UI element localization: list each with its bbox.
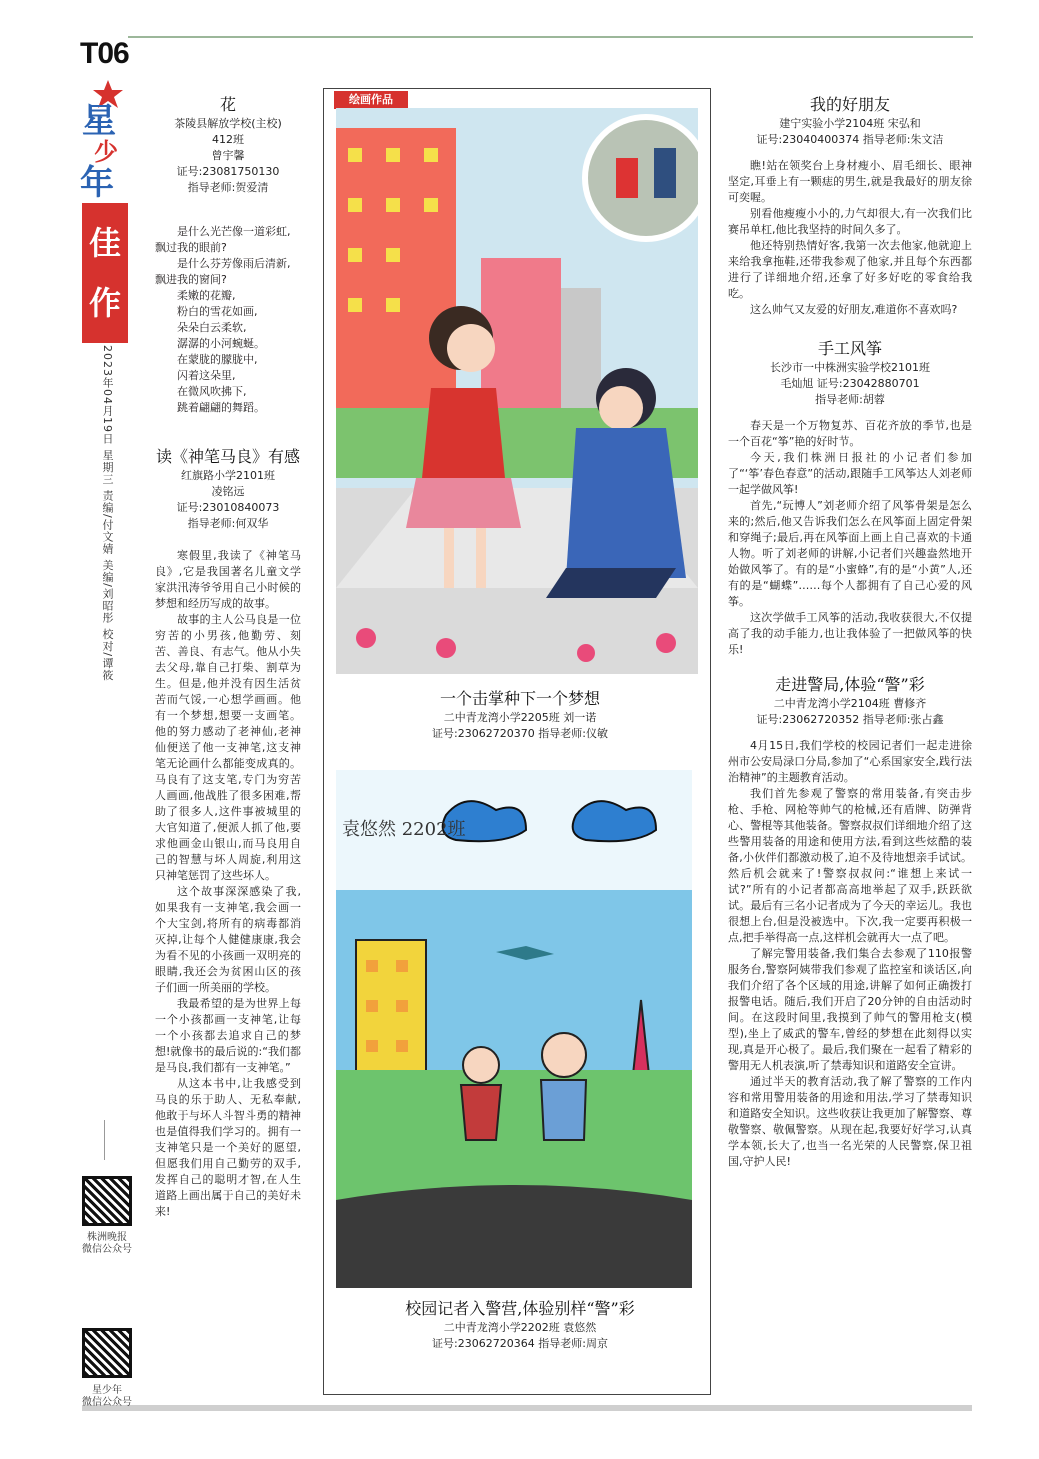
qr-code-xingshaonian [82, 1328, 132, 1378]
svg-text:少: 少 [94, 137, 118, 166]
painting-police-visit [336, 770, 692, 1288]
painting-highfive [336, 108, 698, 674]
left-column [155, 94, 301, 1220]
qr-code-zhuzhou [82, 1176, 132, 1226]
article-meta: 长沙市一中株洲实验学校2101班 毛灿旭 证号:23042880701 指导老师:胡蓉 [770, 361, 930, 406]
brand-logo [78, 80, 130, 200]
article-meta: 茶陵县解放学校(主校) 412班 曾宇馨 证号:23081750130 指导老师:贺爱清 [174, 117, 282, 194]
right-column [728, 94, 972, 1170]
article-title: 读《神笔马良》有感 [155, 447, 300, 466]
article-title: 手工风筝 [817, 339, 882, 358]
issue-info: 2023年04月19日 星期三 责编/付文婧 美编/刘昭彤 校对/谭筱 [101, 345, 114, 682]
article-body: 瞧!站在领奖台上身材瘦小、眉毛细长、眼神坚定,耳垂上有一颗痣的男生,就是我最好的朋友徐可奕喔。 别看他瘦瘦小小的,力气却很大,有一次我们比赛吊单杠,他比我坚持的时间久多了。 他还特别热情好客,我第一次去他家,他就迎上来给我拿拖鞋,还带我参观了他家,并且每个东西都进行了详细地介绍,还拿了好多好吃的零食给我吃。 这么帅气又友爱的好朋友,难道你不喜欢吗? [728, 159, 972, 316]
svg-text:星: 星 [82, 101, 116, 141]
page-number: T06 [80, 37, 129, 70]
paintings-tag: 绘画作品 [334, 91, 408, 109]
painting-signature: 袁悠然 2202班 [342, 819, 466, 840]
divider [104, 1120, 105, 1160]
svg-text:年: 年 [80, 163, 114, 200]
article-meta: 二中青龙湾小学2104班 曹修齐 证号:23062720352 指导老师:张占鑫 [756, 697, 944, 726]
article-body: 寒假里,我读了《神笔马良》,它是我国著名儿童文学家洪汛涛爷爷用自己小时候的梦想和经历写成的故事。 故事的主人公马良是一位穷苦的小男孩,他勤劳、刻苦、善良、有志气。他从小失去父母,靠自己打柴、割草为生。但是,他并没有因生活贫苦而气馁,一心想学画画。他有一个梦想,想要一支画笔。他的努力感动了老神仙,老神仙便送了他一支神笔,这支神笔无论画什么都能变成真的。马良有了这支笔,专门为穷苦人画画,他战胜了很多困难,帮助了很多人,这件事被城里的大官知道了,便派人抓了他,要求他画金山银山,而马良用自己的智慧与坏人周旋,利用这只神笔惩罚了这些坏人。 这个故事深深感染了我,如果我有一支神笔,我会画一个大宝剑,将所有的病毒都消灭掉,让每个人健健康康,我会为看不见的小孩画一双明亮的眼睛,我还会为贫困山区的孩子们画一所美丽的学校。 我最希望的是为世界上每一个小孩都画一支神笔,让每一个小孩都去追求自己的梦想!就像书的最后说的:“我们都是马良,我们都有一支神笔。” 从这本书中,让我感受到马良的乐于助人、无私奉献,他敢于与坏人斗智斗勇的精神也是值得我们学习的。拥有一支神笔只是一个美好的愿望,但愿我们用自己勤劳的双手,发挥自己的聪明才智,在人生道路上画出属于自己的美好未来! [155, 549, 301, 1218]
article-body: 4月15日,我们学校的校园记者们一起走进徐州市公安局渌口分局,参加了“心系国家安全,践行法治精神”的主题教育活动。 我们首先参观了警察的常用装备,有突击步枪、手枪、网枪等帅气的枪械,还有盾牌、防弹背心、警棍等其他装备。警察叔叔们详细地介绍了这些警用装备的用途和使用方法,看到这些炫酷的装备,小伙伴们都激动极了,迫不及待地想亲手试试。然后机会就来了!警察叔叔问:“谁想上来试一试?”所有的小记者都高高地举起了双手,跃跃欲试。最后有三名小记者成为了今天的幸运儿。我也很想上台,但是没被选中。下次,我一定要再积极一点,把手举得高一点,这样机会就再大一点了吧。 了解完警用装备,我们集合去参观了110报警服务台,警察阿姨带我们参观了监控室和谈话区,向我们介绍了各个区域的用途,讲解了如何正确拨打报警电话。随后,我们开启了20分钟的自由活动时间。在这段时间里,我摸到了帅气的警用枪支(模型),坐上了威武的警车,曾经的梦想在此刻得以实现,真是开心极了。最后,我们聚在一起看了精彩的警用无人机表演,听了禁毒知识和道路安全宣讲。 通过半天的教育活动,我了解了警察的工作内容和常用警用装备的用途和用法,学习了禁毒知识和道路安全知识。这些收获让我更加了解警察、尊敬警察、敬佩警察。从现在起,我要好好学习,认真学本领,长大了,也当一名光荣的人民警察,保卫祖国,守护人民! [728, 739, 972, 1168]
article-title: 我的好朋友 [809, 95, 890, 114]
painting1-caption: 一个击掌种下一个梦想 二中青龙湾小学2205班 刘一诺 证号:23062720370 指导老师:仪敏 [432, 689, 608, 740]
article-body: 春天是一个万物复苏、百花齐放的季节,也是一个百花“筝”艳的好时节。 今天,我们株洲日报社的小记者们参加了“‘筝’春色春意”的活动,跟随手工风筝达人刘老师一起学做风筝! 首先,“玩博人”刘老师介绍了风筝骨架是怎么来的;然后,他又告诉我们怎么在风筝面上固定骨架和穿绳子;最后,再在风筝面上画上自己喜欢的卡通人物。听了刘老师的讲解,小记者们兴趣盎然地开始做风筝了。有的是“小蜜蜂”,有的是“小黄”人,还有的是“蝴蝶”……每个人都拥有了自己心爱的风筝。 这次学做手工风筝的活动,我收获很大,不仅提高了我的动手能力,也让我体验了一把做风筝的快乐! [728, 419, 972, 656]
qr-caption-1: 株洲晚报 微信公众号 [82, 1232, 132, 1255]
article-title: 花 [219, 95, 236, 114]
article-meta: 红旗路小学2101班 凌铭远 证号:23010840073 指导老师:何双华 [176, 469, 280, 530]
article-meta: 建宁实验小学2104班 宋弘和 证号:23040400374 指导老师:朱文洁 [756, 117, 944, 146]
poem-body: 是什么光芒像一道彩虹,飘过我的眼前? 是什么芬芳像雨后清新,飘进我的窗间? 柔嫩的花瓣, 粉白的雪花如画, 朵朵白云柔软, 潺潺的小河蜿蜒。 在蒙胧的朦胧中, 闪着这朵里, 在微风吹拂下, 跳着翩翩的舞蹈。 [155, 225, 291, 414]
section-label: 佳作 [82, 203, 128, 343]
article-title: 走进警局,体验“警”彩 [775, 675, 925, 694]
top-rule [128, 36, 973, 38]
qr-caption-2: 星少年 微信公众号 [82, 1385, 132, 1408]
painting2-caption: 校园记者入警营,体验别样“警”彩 二中青龙湾小学2202班 袁悠然 证号:23062720364 指导老师:周京 [405, 1299, 635, 1350]
bottom-rule [82, 1405, 972, 1411]
